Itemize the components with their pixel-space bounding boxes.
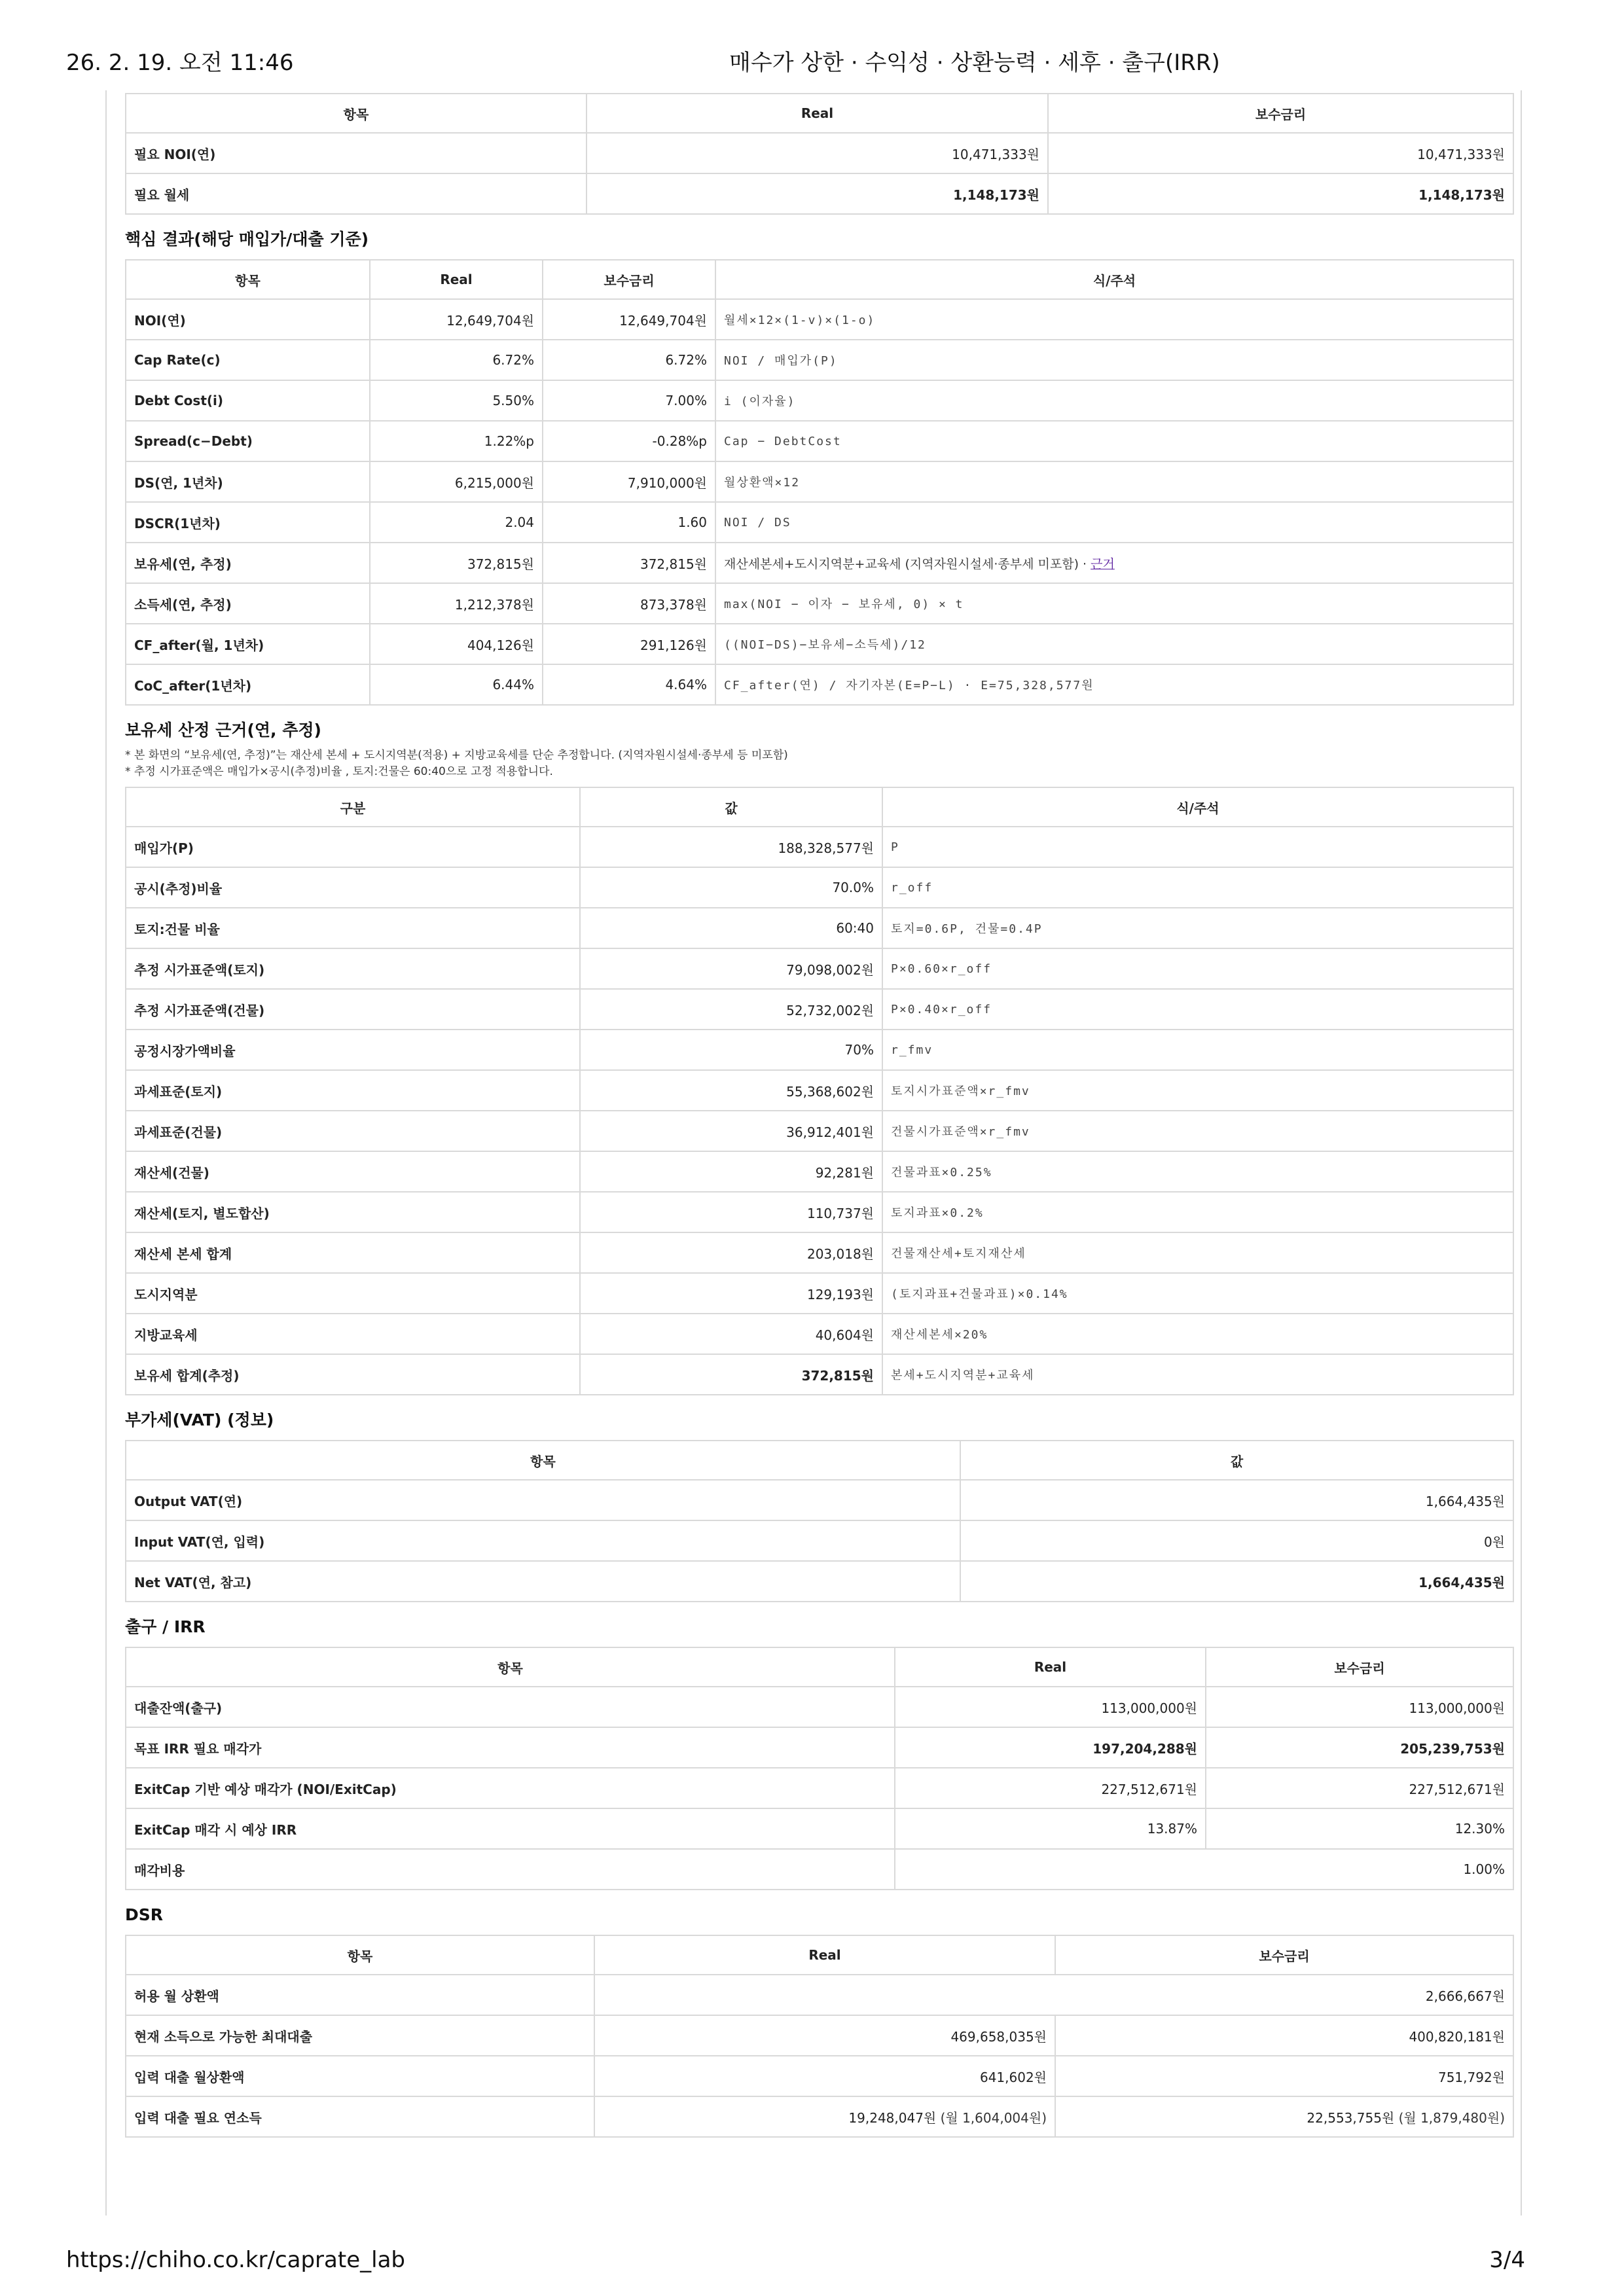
table-row (126, 1151, 1513, 1192)
formula-text: NOI / 매입가(P) (724, 354, 838, 368)
print-page-title: 매수가 상한 · 수익성 · 상환능력 · 세후 · 출구(IRR) (729, 50, 1220, 76)
real-value: 372,815원 (370, 543, 543, 583)
table-header-row (126, 260, 1513, 299)
holding-tax-note-1: * 본 화면의 “보유세(연, 추정)”는 재산세 본세 + 도시지역분(적용) + 지방교육세를 단순 추정합니다. (지역자원시설세·종부세 등 미포함) (125, 749, 788, 762)
table-row (126, 543, 1513, 583)
real-value: 10,471,333원 (586, 133, 1048, 173)
vat-title: 부가세(VAT) (정보) (125, 1410, 274, 1429)
conservative-value: 12,649,704원 (543, 299, 715, 340)
row-label: 입력 대출 월상환액 (126, 2056, 594, 2096)
column-header: Real (895, 1647, 1206, 1687)
formula-note: 본세+도시지역분+교육세 (882, 1354, 1513, 1395)
table-row (126, 827, 1513, 867)
real-value: 5.50% (370, 380, 543, 421)
table-row (126, 1768, 1513, 1808)
table-row (126, 502, 1513, 543)
formula-note (715, 461, 1513, 502)
annual-income: 19,248,047원 (848, 2109, 937, 2126)
table-row (126, 989, 1513, 1030)
row-label: 재산세(토지, 별도합산) (126, 1192, 580, 1232)
real-value: 404,126원 (370, 624, 543, 664)
table-row (126, 1111, 1513, 1151)
row-value: 55,368,602원 (580, 1070, 882, 1111)
table-row (126, 299, 1513, 340)
column-header: 항목 (126, 1647, 895, 1687)
row-label: 보유세(연, 추정) (126, 543, 370, 583)
formula-note: r_fmv (882, 1030, 1513, 1070)
conservative-value: 372,815원 (543, 543, 715, 583)
row-value: 203,018원 (580, 1232, 882, 1273)
column-header: 보수금리 (1048, 94, 1513, 133)
conservative-value: 291,126원 (543, 624, 715, 664)
real-value: 12,649,704원 (370, 299, 543, 340)
row-label: 필요 월세 (126, 173, 586, 214)
row-value: 60:40 (580, 908, 882, 948)
real-value: 6.72% (370, 340, 543, 380)
formula-note: 재산세본세×20% (882, 1314, 1513, 1354)
conservative-value: 113,000,000원 (1206, 1687, 1513, 1727)
conservative-value: 751,792원 (1055, 2056, 1513, 2096)
formula-note: 건물시가표준액×r_fmv (882, 1111, 1513, 1151)
conservative-value: 12.30% (1206, 1808, 1513, 1849)
row-label: 대출잔액(출구) (126, 1687, 895, 1727)
row-label: 과세표준(건물) (126, 1111, 580, 1151)
table-row (126, 380, 1513, 421)
row-label: Cap Rate(c) (126, 340, 370, 380)
row-label: Net VAT(연, 참고) (126, 1561, 960, 1602)
print-page-number: 3/4 (1489, 2247, 1525, 2273)
row-label: DS(연, 1년차) (126, 461, 370, 502)
table-row (126, 340, 1513, 380)
report-content (125, 93, 1513, 2138)
row-value: 40,604원 (580, 1314, 882, 1354)
row-value: 1,664,435원 (960, 1480, 1513, 1520)
row-label: Spread(c−Debt) (126, 421, 370, 461)
conservative-value: 7,910,000원 (543, 461, 715, 502)
row-value: 70% (580, 1030, 882, 1070)
row-label: 토지:건물 비율 (126, 908, 580, 948)
formula-text: i (이자율) (724, 395, 796, 408)
formula-note (715, 624, 1513, 664)
conservative-value: -0.28%p (543, 421, 715, 461)
holding-tax-title: 보유세 산정 근거(연, 추정) (125, 721, 321, 740)
row-label: 매입가(P) (126, 827, 580, 867)
table-row (126, 908, 1513, 948)
formula-text: CF_after(연) / 자기자본(E=P−L) · E=75,328,577원 (724, 679, 1094, 692)
row-label: 재산세(건물) (126, 1151, 580, 1192)
row-value: 372,815원 (580, 1354, 882, 1395)
conservative-value: 1,148,173원 (1048, 173, 1513, 214)
formula-note: P×0.40×r_off (882, 989, 1513, 1030)
column-header: 값 (960, 1441, 1513, 1480)
real-value: 469,658,035원 (594, 2015, 1055, 2056)
allowed-repayment-value: 2,666,667원 (594, 1975, 1513, 2015)
table-row (126, 1561, 1513, 1602)
formula-note: 토지과표×0.2% (882, 1192, 1513, 1232)
column-header: 값 (580, 787, 882, 827)
row-label: ExitCap 기반 예상 매각가 (NOI/ExitCap) (126, 1768, 895, 1808)
table-row (126, 1070, 1513, 1111)
column-header: 항목 (126, 1441, 960, 1480)
column-header: 보수금리 (1206, 1647, 1513, 1687)
table-row (126, 2056, 1513, 2096)
conservative-value: 4.64% (543, 664, 715, 705)
row-label: 지방교육세 (126, 1314, 580, 1354)
real-value: 13.87% (895, 1808, 1206, 1849)
table-row (126, 867, 1513, 908)
row-label: 추정 시가표준액(토지) (126, 948, 580, 989)
table-header-row (126, 1935, 1513, 1975)
row-label: 과세표준(토지) (126, 1070, 580, 1111)
dsr-table (125, 1935, 1514, 2138)
row-label: 재산세 본세 합계 (126, 1232, 580, 1273)
table-row (126, 1520, 1513, 1561)
formula-note (715, 380, 1513, 421)
table-row (126, 461, 1513, 502)
column-header: 항목 (126, 1935, 594, 1975)
formula-note (715, 421, 1513, 461)
table-row (126, 583, 1513, 624)
formula-text: 월세×12×(1-v)×(1-o) (724, 314, 876, 327)
real-value: 2.04 (370, 502, 543, 543)
real-value: 641,602원 (594, 2056, 1055, 2096)
formula-note (715, 502, 1513, 543)
formula-note (715, 299, 1513, 340)
table-header-row (126, 1647, 1513, 1687)
formula-note: P×0.60×r_off (882, 948, 1513, 989)
conservative-value: 1.60 (543, 502, 715, 543)
row-value: 188,328,577원 (580, 827, 882, 867)
table-row (126, 2015, 1513, 2056)
annual-income: 22,553,755원 (1307, 2109, 1395, 2126)
table-header-row (126, 787, 1513, 827)
table-header-row (126, 94, 1513, 133)
formula-text: NOI / DS (724, 515, 791, 529)
real-value: 6.44% (370, 664, 543, 705)
row-label: 공시(추정)비율 (126, 867, 580, 908)
row-value: 129,193원 (580, 1273, 882, 1314)
row-value: 0원 (960, 1520, 1513, 1561)
row-label: NOI(연) (126, 299, 370, 340)
column-header: Real (586, 94, 1048, 133)
row-label: Debt Cost(i) (126, 380, 370, 421)
formula-note (715, 583, 1513, 624)
table-row (126, 664, 1513, 705)
table-row (126, 1232, 1513, 1273)
formula-note: (토지과표+건물과표)×0.14% (882, 1273, 1513, 1314)
monthly-income: (월 1,879,480원) (1394, 2109, 1505, 2126)
row-label: 매각비용 (126, 1849, 895, 1890)
print-datetime: 26. 2. 19. 오전 11:46 (66, 50, 294, 76)
column-header: 항목 (126, 94, 586, 133)
core-results-table (125, 259, 1514, 706)
row-value: 36,912,401원 (580, 1111, 882, 1151)
conservative-value: 400,820,181원 (1055, 2015, 1513, 2056)
row-label: CoC_after(1년차) (126, 664, 370, 705)
table-row (126, 1975, 1513, 2015)
row-label: Output VAT(연) (126, 1480, 960, 1520)
formula-text: ((NOI−DS)−보유세−소득세)/12 (724, 638, 926, 652)
column-header: 항목 (126, 260, 370, 299)
conservative-value: 205,239,753원 (1206, 1727, 1513, 1768)
column-header: 식/주석 (715, 260, 1513, 299)
table-row (126, 1273, 1513, 1314)
real-value: 113,000,000원 (895, 1687, 1206, 1727)
row-label: CF_after(월, 1년차) (126, 624, 370, 664)
formula-note: 건물재산세+토지재산세 (882, 1232, 1513, 1273)
table-row (126, 1314, 1513, 1354)
formula-note (715, 664, 1513, 705)
formula-text: 재산세본세+도시지역분+교육세 (지역자원시설세·종부세 미포함) · (724, 556, 1091, 571)
table-row (126, 1192, 1513, 1232)
formula-note (715, 340, 1513, 380)
column-header: 식/주석 (882, 787, 1513, 827)
real-value: 197,204,288원 (895, 1727, 1206, 1768)
formula-note: P (882, 827, 1513, 867)
row-value: 1,664,435원 (960, 1561, 1513, 1602)
real-value: 227,512,671원 (895, 1768, 1206, 1808)
row-label: DSCR(1년차) (126, 502, 370, 543)
column-header: Real (370, 260, 543, 299)
row-label: Input VAT(연, 입력) (126, 1520, 960, 1561)
formula-note: 토지시가표준액×r_fmv (882, 1070, 1513, 1111)
formula-text: max(NOI − 이자 − 보유세, 0) × t (724, 598, 964, 611)
row-label: 현재 소득으로 가능한 최대대출 (126, 2015, 594, 2056)
conservative-value: 10,471,333원 (1048, 133, 1513, 173)
column-header: 구분 (126, 787, 580, 827)
formula-note (715, 543, 1513, 583)
table-header-row (126, 1441, 1513, 1480)
holding-tax-table (125, 787, 1514, 1395)
dsr-title: DSR (125, 1905, 164, 1924)
column-header: 보수금리 (543, 260, 715, 299)
exit-title: 출구 / IRR (125, 1617, 206, 1636)
real-value: 1,148,173원 (586, 173, 1048, 214)
row-label: 목표 IRR 필요 매각가 (126, 1727, 895, 1768)
row-value: 110,737원 (580, 1192, 882, 1232)
row-label: 추정 시가표준액(건물) (126, 989, 580, 1030)
holding-tax-notes (125, 747, 1513, 780)
table-row (126, 1849, 1513, 1890)
row-label: 보유세 합계(추정) (126, 1354, 580, 1395)
holding-tax-note-2: * 추정 시가표준액은 매입가×공시(추정)비율 , 토지:건물은 60:40으로 고정 적용합니다. (125, 765, 553, 778)
real-value (594, 2096, 1055, 2137)
table-row (126, 1808, 1513, 1849)
table-row (126, 1480, 1513, 1520)
table-row (126, 1354, 1513, 1395)
table-row (126, 133, 1513, 173)
formula-text: Cap − DebtCost (724, 434, 842, 448)
table-row (126, 948, 1513, 989)
row-label: 입력 대출 필요 연소득 (126, 2096, 594, 2137)
row-label: 도시지역분 (126, 1273, 580, 1314)
row-value: 92,281원 (580, 1151, 882, 1192)
row-value: 79,098,002원 (580, 948, 882, 989)
row-value: 52,732,002원 (580, 989, 882, 1030)
basis-link[interactable]: 근거 (1091, 556, 1115, 571)
table-row (126, 1687, 1513, 1727)
column-header: Real (594, 1935, 1055, 1975)
real-value: 1,212,378원 (370, 583, 543, 624)
real-value: 6,215,000원 (370, 461, 543, 502)
table-row (126, 624, 1513, 664)
formula-text: 월상환액×12 (724, 476, 801, 490)
formula-note: r_off (882, 867, 1513, 908)
conservative-value: 6.72% (543, 340, 715, 380)
formula-note: 건물과표×0.25% (882, 1151, 1513, 1192)
required-table (125, 93, 1514, 215)
formula-note: 토지=0.6P, 건물=0.4P (882, 908, 1513, 948)
real-value: 1.22%p (370, 421, 543, 461)
print-url: https://chiho.co.kr/caprate_lab (66, 2247, 405, 2273)
row-value: 70.0% (580, 867, 882, 908)
row-label: 소득세(연, 추정) (126, 583, 370, 624)
sale-cost-value: 1.00% (895, 1849, 1513, 1890)
conservative-value: 227,512,671원 (1206, 1768, 1513, 1808)
conservative-value (1055, 2096, 1513, 2137)
row-label: ExitCap 매각 시 예상 IRR (126, 1808, 895, 1849)
table-row (126, 421, 1513, 461)
core-results-title: 핵심 결과(해당 매입가/대출 기준) (125, 230, 369, 249)
row-label: 허용 월 상환액 (126, 1975, 594, 2015)
table-row (126, 1727, 1513, 1768)
table-row (126, 173, 1513, 214)
exit-table (125, 1647, 1514, 1890)
table-row (126, 1030, 1513, 1070)
conservative-value: 873,378원 (543, 583, 715, 624)
table-row (126, 2096, 1513, 2137)
column-header: 보수금리 (1055, 1935, 1513, 1975)
vat-table (125, 1440, 1514, 1602)
monthly-income: (월 1,604,004원) (936, 2109, 1047, 2126)
row-label: 필요 NOI(연) (126, 133, 586, 173)
conservative-value: 7.00% (543, 380, 715, 421)
row-label: 공정시장가액비율 (126, 1030, 580, 1070)
